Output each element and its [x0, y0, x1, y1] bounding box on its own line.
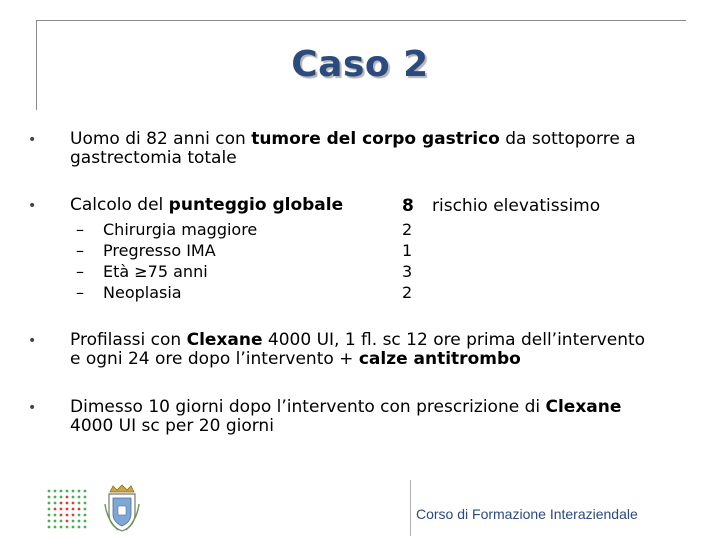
score-total: 8: [402, 196, 414, 216]
footer-divider: [410, 480, 411, 536]
discharge-pre: Dimesso 10 giorni dopo l’intervento con prescrizione di: [70, 397, 546, 417]
prophylaxis-pre: Profilassi con: [70, 330, 187, 350]
bullet-icon: •: [28, 132, 37, 148]
patient-text-post: da sottoporre a: [499, 129, 636, 149]
score-heading-bold: punteggio globale: [168, 195, 344, 215]
discharge-line1: [70, 398, 670, 416]
dash-icon: –: [76, 283, 84, 302]
dash-icon: –: [76, 220, 84, 239]
discharge-line2: 4000 UI sc per 20 giorni: [70, 416, 274, 436]
score-item-label: Neoplasia: [103, 283, 182, 302]
prophylaxis-line2: [70, 350, 521, 368]
coat-of-arms-icon: [104, 484, 140, 534]
prophylaxis-line1: [70, 331, 645, 349]
dotted-grid-logo-icon: [46, 488, 92, 534]
discharge-drug: Clexane: [545, 397, 622, 417]
prophylaxis-post: 4000 UI, 1 fl. sc 12 ore prima dell’intervento: [262, 330, 646, 350]
score-item-value: 3: [402, 262, 413, 281]
prophylaxis-drug: Clexane: [186, 330, 263, 350]
score-item-label: Chirurgia maggiore: [103, 220, 258, 239]
score-item-label: Età ≥75 anni: [103, 262, 208, 281]
footer-course-name: Corso di Formazione Interaziendale: [416, 506, 638, 522]
prophylaxis-line2-pre: e ogni 24 ore dopo l’intervento +: [70, 349, 359, 369]
prophylaxis-stockings: calze antitrombo: [358, 349, 521, 369]
bullet-icon: •: [28, 198, 37, 214]
score-heading: [70, 196, 343, 214]
patient-text-pre: Uomo di 82 anni con: [70, 129, 252, 149]
bullet-icon: •: [28, 333, 37, 349]
patient-text-line2: gastrectomia totale: [70, 148, 237, 168]
bullet-icon: •: [28, 400, 37, 416]
bullet-patient: [70, 130, 670, 148]
patient-diagnosis: tumore del corpo gastrico: [251, 129, 500, 149]
dash-icon: –: [76, 241, 84, 260]
score-item-value: 1: [402, 241, 413, 260]
slide-title: Caso 2: [291, 44, 429, 85]
risk-level: rischio elevatissimo: [432, 196, 601, 216]
frame-horizontal-line: [36, 20, 686, 21]
score-item-value: 2: [402, 220, 413, 239]
dash-icon: –: [76, 262, 84, 281]
score-item-value: 2: [402, 283, 413, 302]
score-heading-pre: Calcolo del: [70, 195, 169, 215]
score-item-label: Pregresso IMA: [103, 241, 216, 260]
